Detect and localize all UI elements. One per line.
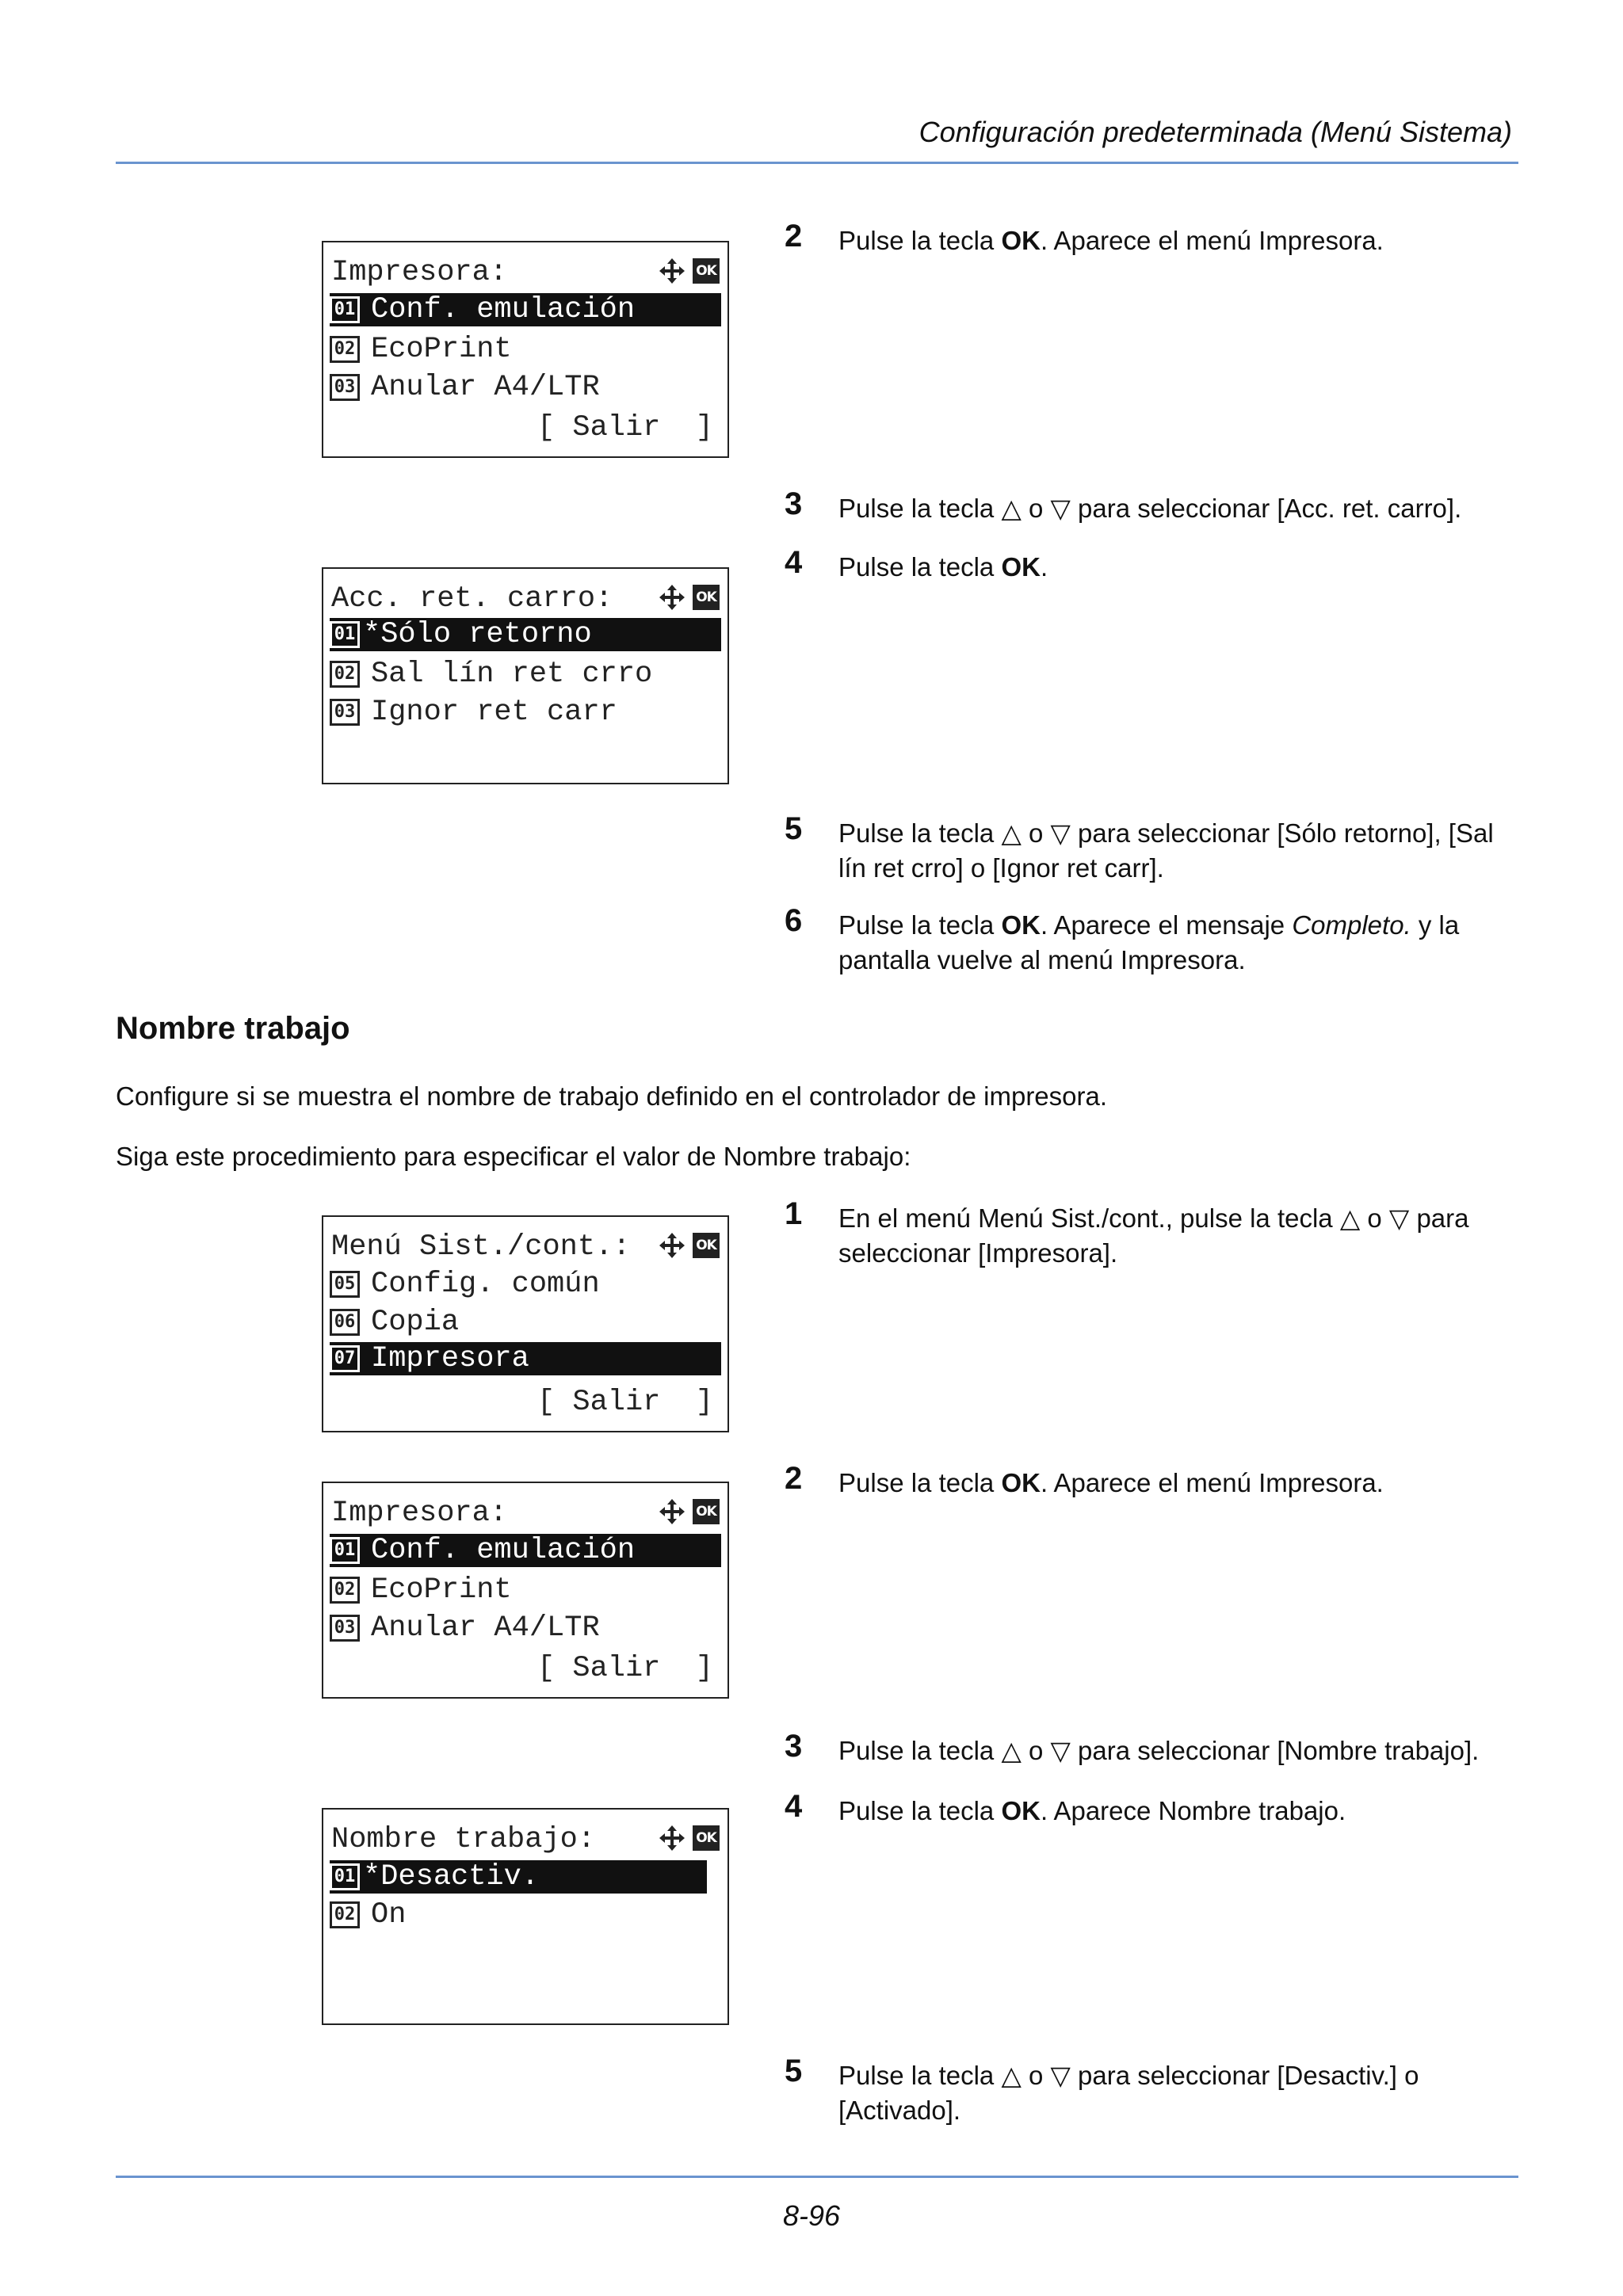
lcd-exit-label: [ Salir ] xyxy=(537,1652,713,1685)
item-number: 05 xyxy=(330,1271,360,1298)
step-text: Pulse la tecla OK. xyxy=(838,552,1048,582)
list-item xyxy=(330,371,600,404)
list-item xyxy=(330,1268,600,1301)
step-text: Pulse la tecla OK. Aparece Nombre trabajo. xyxy=(838,1796,1346,1825)
step xyxy=(785,811,1522,886)
step xyxy=(785,1461,1522,1501)
four-way-arrow-icon xyxy=(658,583,686,612)
ok-key-icon: OK xyxy=(693,585,720,610)
step-number: 1 xyxy=(785,1196,803,1231)
step-text: En el menú Menú Sist./cont., pulse la tecla △ o ▽ para seleccionar [Impresora]. xyxy=(838,1203,1469,1268)
item-label: EcoPrint xyxy=(371,333,512,366)
lcd-title: Nombre trabajo: xyxy=(331,1823,596,1856)
lcd-title: Acc. ret. carro: xyxy=(331,582,613,616)
step-number: 4 xyxy=(785,1789,803,1824)
lcd-nav xyxy=(658,1231,720,1260)
list-item xyxy=(330,696,617,729)
lcd-nav xyxy=(658,1497,720,1526)
list-item xyxy=(330,333,512,366)
item-number: 03 xyxy=(330,374,360,401)
ok-key-icon: OK xyxy=(693,258,720,284)
item-label: Conf. emulación xyxy=(371,1534,636,1567)
lcd-screen-menu-sistema xyxy=(322,1215,729,1432)
lcd-screen-acc-ret-carro xyxy=(322,567,729,784)
lcd-nav xyxy=(658,1824,720,1852)
item-number: 01 xyxy=(330,1863,360,1890)
ok-key-icon: OK xyxy=(693,1499,720,1524)
step-number: 5 xyxy=(785,811,803,846)
step xyxy=(785,2054,1522,2128)
item-number: 01 xyxy=(330,1537,360,1564)
footer-rule xyxy=(116,2176,1518,2178)
item-number: 02 xyxy=(330,336,360,363)
lcd-screen-impresora xyxy=(322,241,729,458)
step-number: 2 xyxy=(785,1461,803,1496)
step-text: Pulse la tecla OK. Aparece el mensaje Completo. y la pantalla vuelve al menú Impresora. xyxy=(838,910,1460,974)
step xyxy=(785,1789,1522,1829)
list-item xyxy=(330,1898,406,1932)
list-item xyxy=(330,1573,512,1607)
step xyxy=(785,545,1522,585)
list-item xyxy=(330,1342,721,1375)
item-label: EcoPrint xyxy=(371,1573,512,1607)
lcd-exit-label: [ Salir ] xyxy=(537,1386,713,1419)
section-heading: Nombre trabajo xyxy=(116,1011,350,1046)
step xyxy=(785,486,1522,526)
step xyxy=(785,1196,1522,1271)
list-item xyxy=(330,658,652,691)
list-item xyxy=(330,293,721,326)
lcd-nav xyxy=(658,257,720,285)
item-label: *Sólo retorno xyxy=(363,618,592,651)
header-rule xyxy=(116,162,1518,164)
lcd-title: Impresora: xyxy=(331,1497,508,1530)
item-number: 02 xyxy=(330,1577,360,1604)
step-number: 3 xyxy=(785,486,803,521)
list-item xyxy=(330,1306,459,1339)
item-number: 06 xyxy=(330,1309,360,1336)
item-label: Ignor ret carr xyxy=(371,696,617,729)
item-label: Conf. emulación xyxy=(371,293,636,326)
step xyxy=(785,219,1522,258)
list-item xyxy=(330,1534,721,1567)
item-number: 03 xyxy=(330,699,360,726)
item-number: 07 xyxy=(330,1345,360,1372)
four-way-arrow-icon xyxy=(658,1231,686,1260)
item-label: *Desactiv. xyxy=(363,1860,540,1894)
item-label: Impresora xyxy=(371,1342,529,1375)
lcd-title: Menú Sist./cont.: xyxy=(331,1230,631,1264)
ok-key-icon: OK xyxy=(693,1825,720,1851)
item-number: 02 xyxy=(330,1901,360,1928)
item-label: Anular A4/LTR xyxy=(371,1611,600,1645)
list-item xyxy=(330,1611,600,1645)
item-label: On xyxy=(371,1898,407,1932)
section-intro: Configure si se muestra el nombre de trabajo definido en el controlador de impresora. xyxy=(116,1081,1108,1111)
list-item xyxy=(330,618,721,651)
item-number: 03 xyxy=(330,1615,360,1642)
section-procedure: Siga este procedimiento para especificar el valor de Nombre trabajo: xyxy=(116,1142,911,1171)
lcd-screen-impresora xyxy=(322,1482,729,1699)
step-text: Pulse la tecla △ o ▽ para seleccionar [Acc. ret. carro]. xyxy=(838,494,1462,523)
item-number: 01 xyxy=(330,296,360,323)
step-number: 6 xyxy=(785,903,803,938)
step-text: Pulse la tecla △ o ▽ para seleccionar [Desactiv.] o [Activado]. xyxy=(838,2061,1419,2125)
item-number: 01 xyxy=(330,621,360,648)
lcd-nav xyxy=(658,583,720,612)
step xyxy=(785,1729,1522,1768)
four-way-arrow-icon xyxy=(658,1497,686,1526)
step-text: Pulse la tecla OK. Aparece el menú Impresora. xyxy=(838,226,1384,255)
item-label: Sal lín ret crro xyxy=(371,658,653,691)
ok-key-icon: OK xyxy=(693,1233,720,1258)
page-number: 8-96 xyxy=(782,2199,841,2232)
step xyxy=(785,903,1522,978)
item-number: 02 xyxy=(330,661,360,688)
step-text: Pulse la tecla △ o ▽ para seleccionar [Nombre trabajo]. xyxy=(838,1736,1480,1765)
step-text: Pulse la tecla OK. Aparece el menú Impresora. xyxy=(838,1468,1384,1497)
step-number: 2 xyxy=(785,219,803,254)
item-label: Config. común xyxy=(371,1268,600,1301)
four-way-arrow-icon xyxy=(658,257,686,285)
item-label: Copia xyxy=(371,1306,460,1339)
list-item xyxy=(330,1860,707,1894)
four-way-arrow-icon xyxy=(658,1824,686,1852)
step-number: 3 xyxy=(785,1729,803,1764)
item-label: Anular A4/LTR xyxy=(371,371,600,404)
header-title: Configuración predeterminada (Menú Sistema) xyxy=(918,116,1512,148)
lcd-exit-label: [ Salir ] xyxy=(537,411,713,444)
step-number: 5 xyxy=(785,2054,803,2088)
step-number: 4 xyxy=(785,545,803,580)
lcd-title: Impresora: xyxy=(331,256,508,289)
step-text: Pulse la tecla △ o ▽ para seleccionar [Sólo retorno], [Sal lín ret crro] o [Ignor ret carr]. xyxy=(838,818,1494,883)
lcd-screen-nombre-trabajo xyxy=(322,1808,729,2025)
